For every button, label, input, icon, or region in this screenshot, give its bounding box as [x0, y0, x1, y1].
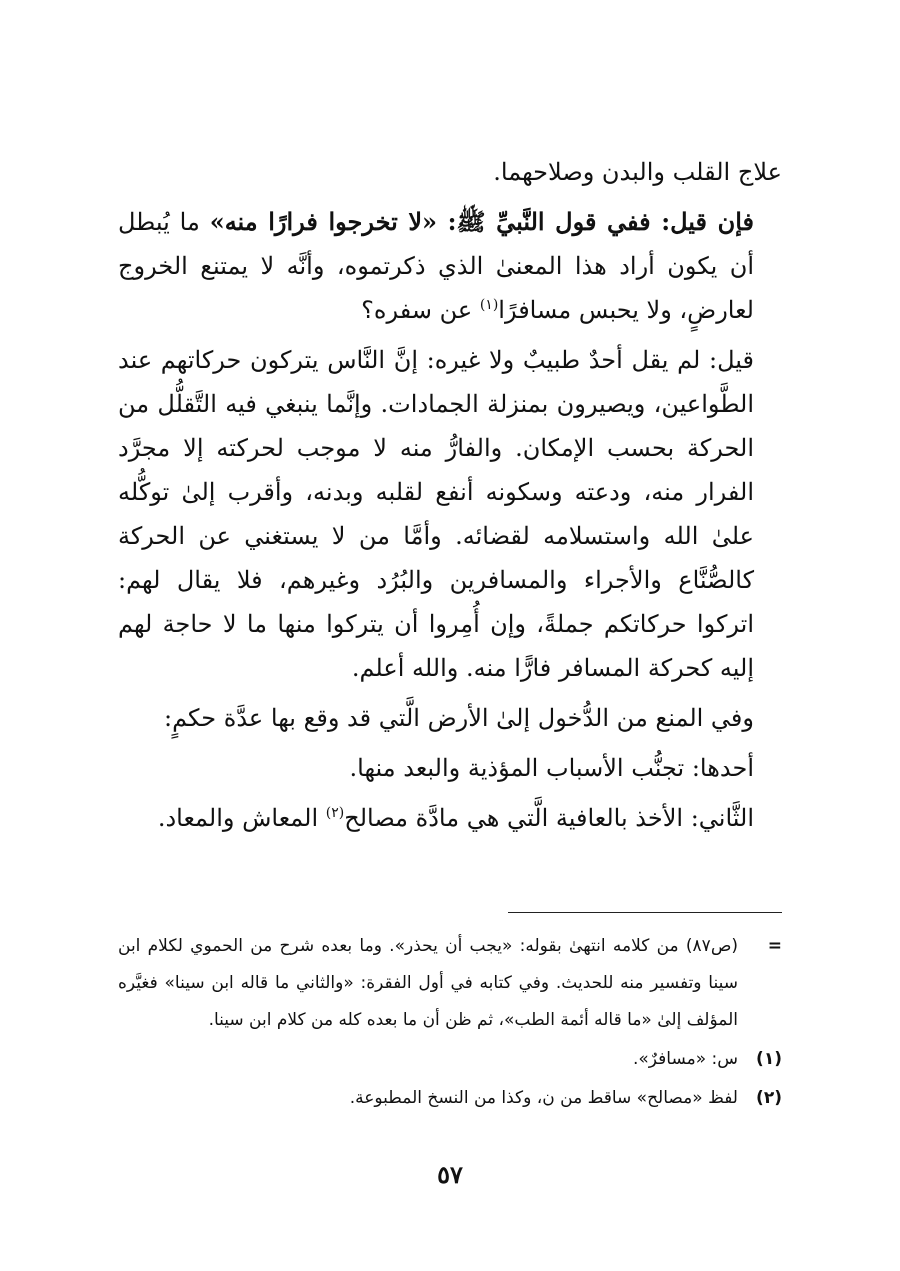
paragraph-6-start: الثَّاني: الأخذ بالعافية الَّتي هي مادَّة مصالح [344, 804, 754, 832]
footnote-divider [508, 912, 782, 913]
footnotes-block [118, 928, 782, 1119]
paragraph-1: علاج القلب والبدن وصلاحهما. [493, 158, 782, 186]
paragraph-4: وفي المنع من الدُّخول إلىٰ الأرض الَّتي قد وقع بها عدَّة حكمٍ: [163, 704, 754, 732]
footnote-ref-2[interactable]: (٢) [325, 805, 345, 821]
footnote-continued [118, 928, 782, 1039]
footnote-text: لفظ «مصالح» ساقط من ن، وكذا من النسخ المطبوعة. [349, 1088, 738, 1108]
footnote-1 [118, 1041, 782, 1078]
footnote-text: (ص٨٧) من كلامه انتهىٰ بقوله: «يجب أن يحذر». وما بعده شرح من الحموي لكلام ابن سينا وتفسير منه للحديث. وفي كتابه في أول الفقرة: «والثاني ما قاله ابن سينا» فغيَّره المؤلف إلىٰ «ما قاله أئمة الطب»، ثم ظن أن ما بعده كله من كلام ابن سينا. [118, 936, 738, 1030]
paragraph-6 [118, 796, 754, 840]
footnote-marker: (١) [756, 1049, 782, 1069]
footnote-marker: = [767, 936, 782, 956]
page-number: ٥٧ [437, 1160, 463, 1189]
footnote-ref-1[interactable]: (١) [479, 297, 499, 313]
footnote-text: س: «مسافرٌ». [632, 1049, 738, 1069]
paragraph-2 [118, 200, 754, 332]
paragraph-2-lead: فإن قيل: ففي قول النَّبيِّ ﷺ: [437, 207, 754, 236]
footnote-marker: (٢) [756, 1088, 782, 1108]
paragraph-6-end: المعاش والمعاد. [157, 804, 326, 832]
paragraph-5: أحدها: تجنُّب الأسباب المؤذية والبعد منها. [349, 754, 754, 782]
paragraph-3: قيل: لم يقل أحدٌ طبيبٌ ولا غيره: إنَّ النَّاس يتركون حركاتهم عند الطَّواعين، ويصيرون بمنزلة الجمادات. وإنَّما ينبغي فيه التَّقلُّل من الحركة بحسب الإمكان. والفارُّ منه لا موجب لحركته إلا مجرَّد الفرار منه، ودعته وسكونه أنفع لقلبه وبدنه، وأقرب إلىٰ توكُّله علىٰ الله واستسلامه لقضائه. وأمَّا من لا يستغني عن الحركة كالصُّنَّاع والأجراء والمسافرين والبُرُد وغيرهم، فلا يقال لهم: اتركوا حركاتكم جملةً، وإن أُمِروا أن يتركوا منها ما لا حاجة لهم إليه كحركة المسافر فارًّا منه. والله أعلم. [118, 346, 754, 682]
footnote-2 [118, 1080, 782, 1117]
paragraph-2-end: عن سفره؟ [361, 296, 480, 324]
hadith-quote: «لا تخرجوا فرارًا منه» [209, 207, 438, 236]
paragraph-2-rest: ما يُبطل أن يكون أراد هذا المعنىٰ الذي ذكرتموه، وأنَّه لا يمتنع الخروج لعارضٍ، ولا يحبس مسافرًا [118, 208, 754, 324]
main-text-block [118, 150, 782, 846]
